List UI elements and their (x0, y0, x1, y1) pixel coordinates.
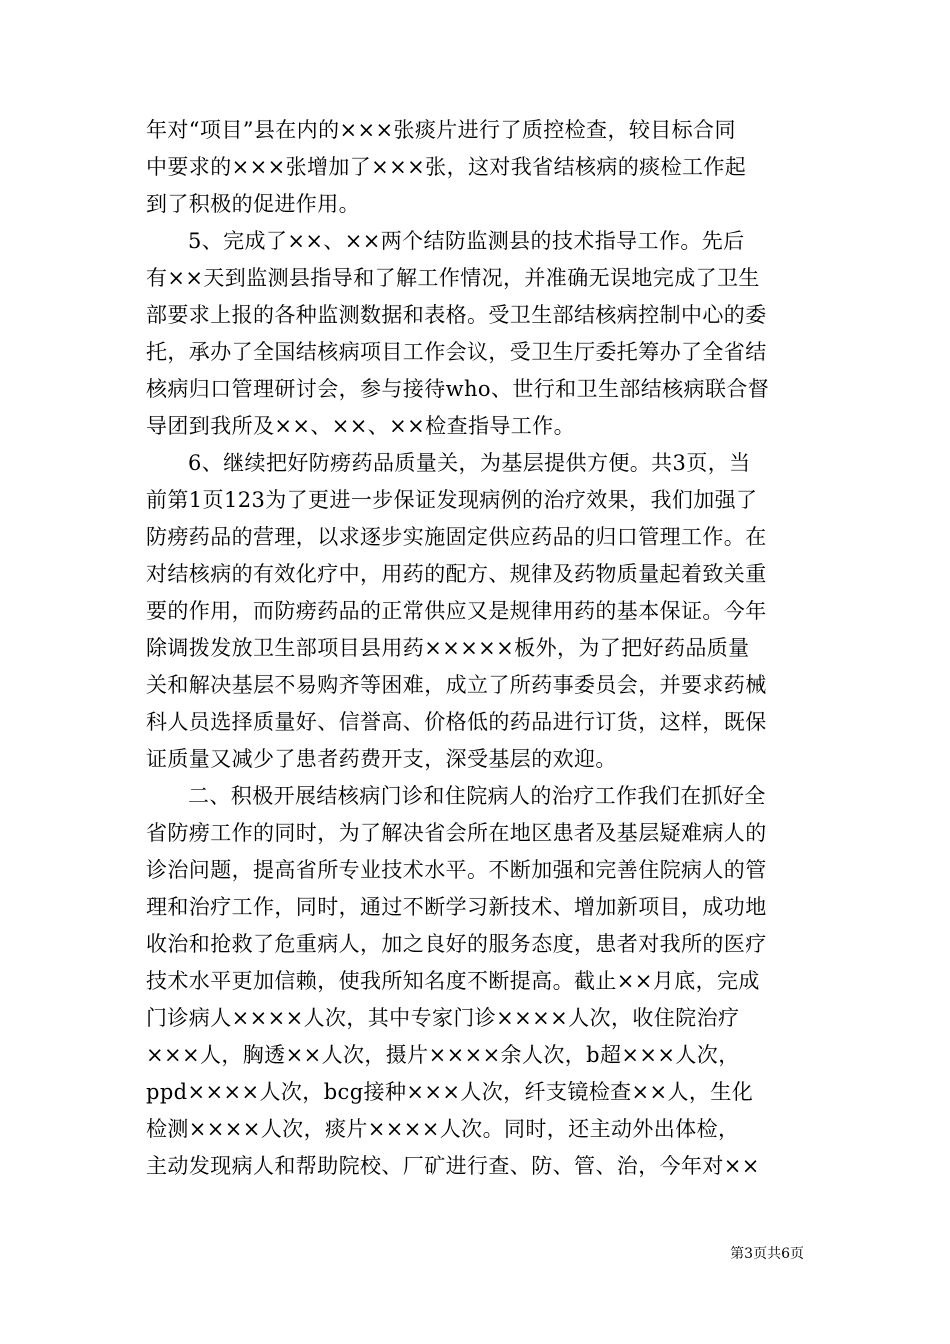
text-line: 5、完成了××、××两个结防监测县的技术指导工作。先后 (188, 229, 745, 253)
text-line: 有××天到监测县指导和了解工作情况，并准确无误地完成了卫生 (146, 266, 760, 290)
text-line: 门诊病人××××人次，其中专家门诊××××人次，收住院治疗 (146, 1006, 740, 1030)
text-line: 到了积极的促进作用。 (146, 192, 360, 216)
text-line: 防痨药品的营理，以求逐步实施固定供应药品的归口管理工作。在 (146, 525, 767, 549)
text-line: 中要求的×××张增加了×××张，这对我省结核病的痰检工作起 (146, 155, 747, 179)
text-line: 对结核病的有效化疗中，用药的配方、规律及药物质量起着致关重 (146, 562, 767, 586)
text-line: 托，承办了全国结核病项目工作会议，受卫生厅委托筹办了全省结 (146, 340, 767, 364)
text-line: ppd××××人次，bcg接种×××人次，纤支镜检查××人，生化 (146, 1080, 754, 1104)
text-line: 部要求上报的各种监测数据和表格。受卫生部结核病控制中心的委 (146, 303, 767, 327)
text-line: 主动发现病人和帮助院校、厂矿进行查、防、管、治，今年对×× (146, 1154, 760, 1178)
text-line: 诊治问题，提高省所专业技术水平。不断加强和完善住院病人的管 (146, 858, 767, 882)
text-line: 关和解决基层不易购齐等困难，成立了所药事委员会，并要求药械 (146, 673, 767, 697)
text-line: 证质量又减少了患者药费开支，深受基层的欢迎。 (146, 747, 617, 771)
text-line: 前第1页123为了更进一步保证发现病例的治疗效果，我们加强了 (146, 488, 758, 512)
text-line: 理和治疗工作，同时，通过不断学习新技术、增加新项目，成功地 (146, 895, 767, 919)
text-line: 除调拨发放卫生部项目县用药×××××板外，为了把好药品质量 (146, 636, 750, 660)
text-line: 科人员选择质量好、信誉高、价格低的药品进行订货，这样，既保 (146, 710, 767, 734)
text-line: ×××人，胸透××人次，摄片××××余人次，b超×××人次， (146, 1043, 740, 1067)
text-line: 要的作用，而防痨药品的正常供应又是规律用药的基本保证。今年 (146, 599, 767, 623)
text-line: 年对“项目”县在内的×××张痰片进行了质控检查，较目标合同 (146, 118, 736, 142)
text-line: 二、积极开展结核病门诊和住院病人的治疗工作我们在抓好全 (188, 784, 766, 808)
document-body (146, 112, 812, 1185)
text-line: 核病归口管理研讨会，参与接待who、世行和卫生部结核病联合督 (146, 377, 770, 401)
text-line: 收治和抢救了危重病人，加之良好的服务态度，患者对我所的医疗 (146, 932, 767, 956)
text-line: 6、继续把好防痨药品质量关，为基层提供方便。共3页，当 (188, 451, 751, 475)
page-number-indicator: 第3页共6页 (730, 1246, 804, 1262)
text-line: 检测××××人次，痰片××××人次。同时，还主动外出体检， (146, 1117, 740, 1141)
text-line: 导团到我所及××、××、××检查指导工作。 (146, 414, 575, 438)
page-footer (730, 1244, 804, 1264)
text-line: 省防痨工作的同时，为了解决省会所在地区患者及基层疑难病人的 (146, 821, 767, 845)
text-line: 技术水平更加信赖，使我所知名度不断提高。截止××月底，完成 (146, 969, 760, 993)
